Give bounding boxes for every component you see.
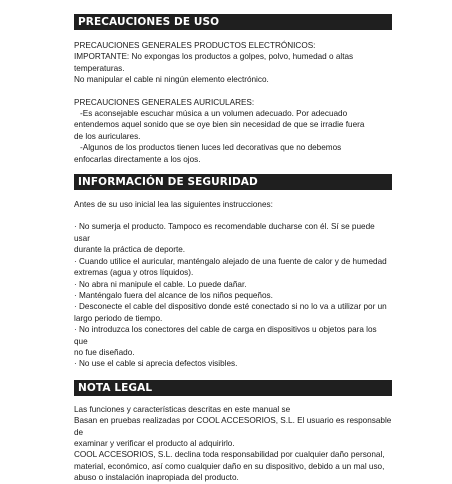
safety-line: · No introduzca los conectores del cable de carga en dispositivos u objetos para los que: [74, 325, 377, 346]
legal-note-header: NOTA LEGAL: [74, 380, 392, 396]
legal-line: material, económico, así como cualquier daño en su dispositivo, debido a un mal uso,: [74, 461, 385, 471]
safety-line: extremas (agua y otros líquidos).: [74, 268, 194, 278]
legal-line: COOL ACCESORIOS, S.L. declina toda responsabilidad por cualquier daño personal,: [74, 450, 385, 460]
usage-precautions-header: PRECAUCIONES DE USO: [74, 14, 392, 30]
headphones-line: entendemos aquel sonido que se oye bien sin necesidad de que se irradie fuera: [74, 120, 365, 130]
electronics-heading: PRECAUCIONES GENERALES PRODUCTOS ELECTRÓNICOS:: [74, 41, 316, 50]
safety-line: largo periodo de tiempo.: [74, 313, 163, 323]
headphones-line: enfocarlas directamente a los ojos.: [74, 154, 201, 164]
safety-line: · No use el cable si aprecia defectos visibles.: [74, 359, 238, 369]
headphones-line: -Es aconsejable escuchar música a un volumen adecuado. Por adecuado: [80, 109, 348, 119]
legal-line: abuso o instalación inapropiada del producto.: [74, 473, 239, 483]
electronics-line: IMPORTANTE: No expongas los productos a golpes, polvo, humedad o altas: [74, 52, 354, 62]
safety-line: no fue diseñado.: [74, 347, 135, 357]
safety-intro: Antes de su uso inicial lea las siguientes instrucciones:: [74, 200, 273, 210]
safety-line: · No abra ni manipule el cable. Lo puede dañar.: [74, 279, 247, 289]
usage-precautions-body: [74, 40, 392, 165]
headphones-line: -Algunos de los productos tienen luces led decorativas que no debemos: [80, 143, 342, 153]
safety-line: durante la práctica de deporte.: [74, 245, 186, 255]
headphones-heading: PRECAUCIONES GENERALES AURICULARES:: [74, 97, 255, 107]
electronics-line: temperaturas.: [74, 63, 125, 73]
safety-line: · Manténgalo fuera del alcance de los niños pequeños.: [74, 290, 273, 300]
manual-page: [74, 14, 392, 484]
legal-line: Las funciones y características descritas en este manual se: [74, 404, 291, 414]
safety-info-header: INFORMACIÓN DE SEGURIDAD: [74, 174, 392, 190]
electronics-line: No manipular el cable ni ningún elemento electrónico.: [74, 75, 269, 85]
safety-info-body: [74, 199, 392, 370]
headphones-line: de los auriculares.: [74, 131, 141, 141]
safety-line: · No sumerja el producto. Tampoco es recomendable ducharse con él. Sí se puede usar: [74, 222, 375, 243]
safety-line: · Cuando utilice el auricular, manténgalo alejado de una fuente de calor y de humedad: [74, 256, 387, 266]
safety-list: [74, 221, 392, 369]
legal-line: Basan en pruebas realizadas por COOL ACCESORIOS, S.L. El usuario es responsable de: [74, 416, 392, 437]
legal-note-body: [74, 404, 392, 484]
legal-line: examinar y verificar el producto al adquirirlo.: [74, 438, 235, 448]
safety-line: · Desconecte el cable del dispositivo donde esté conectado si no lo va a utilizar por un: [74, 302, 387, 312]
